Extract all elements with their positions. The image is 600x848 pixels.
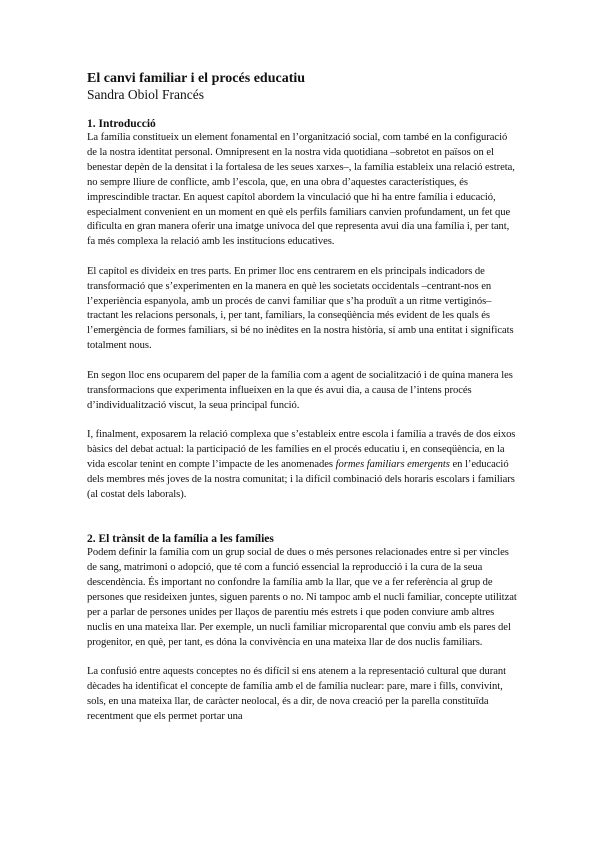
paragraph: En segon lloc ens ocuparem del paper de la família com a agent de socialització i de quina manera les transformacions que experimenta influeixen en la que és avui dia, a causa de l’intens procés d’individualització viscut, la seua principal funció.: [87, 369, 513, 411]
paragraph: Podem definir la família com un grup social de dues o més persones relacionades entre si per vincles de sang, matrimoni o adopció, que té com a funció essencial la reproducció i la cura de la seua descendència. És important no confondre la família amb la llar, que ve a fer referència al grup de persones que resideixen juntes, siguen parents o no. Ni tampoc amb el nucli familiar, concepte utilitzat per a parlar de persones unides per llaços de parentiu més estrets i que poden conviure amb altres nuclis en una mateixa llar. Per exemple, un nucli familiar microparental que conviu amb els pares del progenitor, en què, per tant, es dóna la convivència en una mateixa llar de dos nuclis familiars.: [87, 547, 517, 648]
paragraph: La confusió entre aquests conceptes no és difícil si ens atenem a la representació cultural que durant dècades ha identificat el concepte de família amb el de família nuclear: pare, mare i fills, convivint, sols, en una mateixa llar, de caràcter neolocal, és a dir, de nova creació per la parella constituïda recentment que els permet portar una: [87, 666, 507, 722]
section-heading: 1. Introducció: [87, 118, 156, 130]
paragraph-text: en l’educació dels membres més joves de la nostra comunitat; i la difícil combinació dels horaris escolars i familiars (al costat dels laborals).: [87, 458, 515, 500]
emphasis-text: formes familiars emergents: [335, 458, 450, 470]
section-transit: [87, 532, 517, 724]
section-heading: 2. El trànsit de la família a les famílies: [87, 533, 274, 546]
paragraph: [87, 428, 517, 503]
document-page: [87, 70, 517, 725]
paragraph: El capítol es divideix en tres parts. En primer lloc ens centrarem en els principals indicadors de transformació que s’experimenten en la manera en què les societats occidentals –centrant-nos en l’experiència espanyola, amb un procés de canvi familiar que s’ha produït a un ritme vertiginós– tractant les relacions personals, i, per tant, familiars, la conseqüència més evident de les quals és l’emergència de formes familiars, si bé no inèdites en la nostra història, sí amb una entitat i significats totalment nous.: [87, 265, 514, 352]
document-title: El canvi familiar i el procés educatiu: [87, 71, 306, 86]
paragraph-text: I, finalment, exposarem la relació complexa que s’estableix entre escola i família a través de dos eixos bàsics del debat actual: la participació de les famílies en el procés educatiu i, en conseqüència, en la vida escolar tenint en compte l’impacte de les anomenades: [87, 428, 516, 470]
paragraph: La família constitueix un element fonamental en l’organització social, com també en la configuració de la nostra identitat personal. Omnipresent en la nostra vida quotidiana –sobretot en països on el benestar depèn de la densitat i la fortalesa de les seues xarxes–, la família estableix una relació estreta, no sempre lliure de conflicte, amb l’escola, que, en una obra d’aquestes característiques, és imprescindible tractar. En aquest capítol abordem la vinculació que hi ha entre família i educació, especialment convenient en un moment en què els perfils familiars canvien profundament, un fet que dificulta en gran manera oferir una imatge unívoca del que representa avui dia una família i, per tant, fa més complexa la relació amb les institucions educatives.: [87, 132, 515, 248]
document-author: Sandra Obiol Francés: [87, 87, 204, 102]
section-introduction: [87, 117, 517, 502]
